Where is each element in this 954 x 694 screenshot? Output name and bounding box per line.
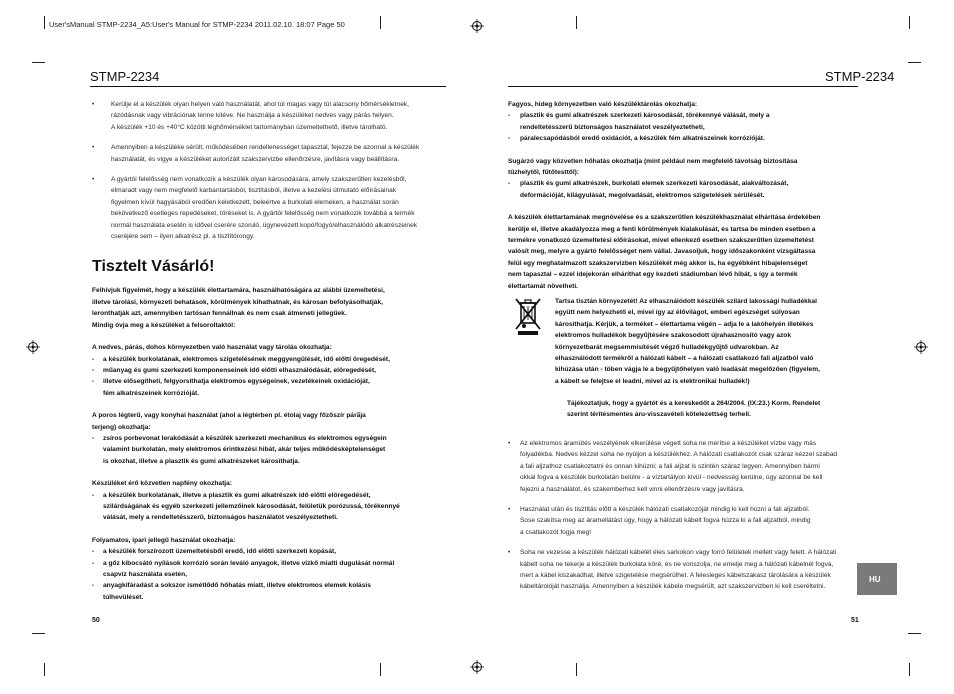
section-heat: Sugárzó vagy közvetlen hőhatás okozhatja (mint például nem megfelelő távolság biztosítása tűzhelytől, fűtőtesttől): - plasztik és gumi alkatrészek, burkolati elemek szerkezeti károsodását, alakváltozását, deformációját, kilágyulását, megolvadását, elektromos szigetelések sérülését. xyxy=(508,157,798,199)
registration-mark-icon xyxy=(26,340,40,354)
bullet-item: • Az elektromos áramütés veszélyének elkerülése végett soha ne merítse a készüléket vízbe vagy más folyadékba. Nedves kézzel soha ne nyúljon a készülékhez. A hálózati csatlakozót csak száraz kézzel szabad a fali aljzathoz csatlakoztatni és onnan kihúzni; a fali aljzat is szintén száraz legyen. Amennyiben bármi okkal fogva a készülék burkolatán belülre - a víztartályon kívül - nedvesség kerülne, úgy azonnal be kell fejezni a használatot, és szakemberhez kell vinni ellenőrzésre vagy javításra. xyxy=(508,440,838,493)
language-tab: HU xyxy=(857,563,897,595)
page-number-left: 50 xyxy=(92,617,100,624)
bullet-item: • Soha ne vezesse a készülék hálózati kábelét éles sarkokon vagy forró felületek mellett vagy felett. A hálózati kábelt soha ne tekerje a készülék burkolata köré, és ne vonszolja, ne emelje meg a hálózati kábelnél fogva, mert a kábel kiszakadhat, illetve szigetelése megsérülhet. A felesleges kábelszakasz tárolására a készülék kábeltárolóját használja. Amennyiben a készülék kábele megsérült, azt szakszervizben ki kell cseréltetni. xyxy=(508,549,837,591)
model-title-left: STMP-2234 xyxy=(90,69,160,84)
right-bullets xyxy=(508,438,858,602)
left-bullets xyxy=(92,99,452,242)
crossed-out-bin-icon xyxy=(513,296,543,336)
right-column-top xyxy=(508,99,858,303)
recycle-paragraph: Tartsa tisztán környezetét! Az elhasználódott készülék szilárd lakossági hulladékkal együtt nem helyezhető el, mivel így az élővilágot, emberi egészséget súlyosan károsíthatja. Kérjük, a terméket – élettartama végén – adja le a lakóhelyén illetékes elektromos hulladékok begyűjtésére szakosodott újrahasznosító vagy azok környezetbarát megsemmisítését végző hulladékgyűjtő udvarokban. Az elhasználódott termékről a hálózati kábelt – a hálózati csatlakozó fali aljzatból való kihúzása után - töben vágja le a begyűjtőhelyen való leadását megelőzően (figyelem, a kábelt se felejtse el leadni, mivel az is elektronikai hulladék!) xyxy=(555,298,820,385)
section-humidity: A nedves, párás, dohos környezetben való használat vagy tárolás okozhatja: - a készülék burkolatának, elektromos szigetelésének meggyengülését, idő előtti öregedését, - műanyag és gumi szerkezeti komponenseinek idő előtti elhasználódását, elöregedését, - illetve elősegítheti, felgyorsíthatja elektromos egységeinek, vezetékeinek oxidációját, fém alkatrészeinek korrózióját. xyxy=(92,344,390,397)
model-title-right: STMP-2234 xyxy=(825,69,895,84)
bullet-item: • Kerülje el a készülék olyan helyen való használatát, ahol túl magas vagy túl alacsony hőmérsékletnek, rázódásnak vagy vibrációnak lenne kitéve. Ne használja a készüléket nedves vagy párás helyen. A készülék +10 és +40°C közötti léghőmérséklet tartományban üzemeltethető, illetve tárolható. xyxy=(92,101,409,131)
page-number-right: 51 xyxy=(851,617,859,624)
bullet-item: • A gyártói felelősség nem vonatkozik a készülék olyan károsodására, amely szakszerűtlen kezelésből, elmaradt vagy nem megfelelő karbantartásból, tisztításból, illetve a kezelési útmutató előírásainak figyelmen kívül hagyásából eredően keletkezett, beleértve a burkolati elemeken, a használat során bekövetkező esetleges repedéseket, töréseket is. A gyártói felelősség nem vonatkozik továbbá a termék normál használata esetén is idővel cserére szoruló, ügynevezett kopó/fogyó/elhasználódó alkatrészeinek cseréjére sem – ilyen alkatrész pl. a tisztítórongy. xyxy=(92,176,418,241)
registration-mark-icon xyxy=(470,19,484,33)
section-frost: Fagyos, hideg környezetben való készüléktárolás okozhatja: - plasztik és gumi alkatrészek szerkezeti károsodását, törékennyé válását, mely a rendeltetésszerű biztonságos használatot veszélyeztetheti, - páralecsapódásból eredő oxidációt, a készülék fém alkatrészeinek korrózióját. xyxy=(508,101,770,143)
section-dust: A poros légterű, vagy konyhai használat (ahol a légtérben pl. étolaj vagy főzőszír pára̋ja terjeng) okozhatja: - zsíros porbevonat lerakódását a készülék szerkezeti mechanikus és elektromos egységein valamint burkolatán, mely elektromos érintkezési hibát, akár teljes működésképtelenséget is okozhat, illetve a plasztik és gumi alkatrészeket károsíthatja. xyxy=(92,412,387,465)
left-column xyxy=(92,99,452,614)
registration-mark-icon xyxy=(914,340,928,354)
intro-paragraph: Felhívjuk figyelmét, hogy a készülék élettartamára, használhatóságára az alábbi üzemeltetési, illetve tárolási, környezeti behatások, körülmények kihathatnak, és károsan befolyásolhatják, leronthatják azt, amennyiben tartósan fennállnak és nem csak átmeneti jellegűek. Mindig óvja meg a készüléket a felsoroltaktól: xyxy=(92,287,385,329)
section-sunlight: Készüléket érő közvetlen napfény okozhatja: - a készülék burkolatának, illetve a plasztik és gumi alkatrészek idő előtti elöregedését, szilárdságának és egyéb szerkezeti jellemzőinek károsodását, felületük porózussá, törékennyé válását, mely a rendeltetésszerű, biztonságos használatot veszélyeztetheti. xyxy=(92,480,400,522)
lifetime-paragraph: A készülék élettartamának megnövelése és a szakszerűtlen készülékhasználat elhárítása érdekében kerülje el, illetve akadályozza meg a fenti körülmények kialakulását, és tartsa be minden esetben a termékre vonatkozó üzemeltetési előírásokat, mivel ellenkező esetben szakszerűtlen üzemeltetést valósít meg, melyre a gyártó felelősséget nem vállal. Javasoljuk, hogy időszakonként vizsgáltassa felül egy meghatalmazott szakszervizben készülékét még akkor is, ha egyébként hibajelenséget nem tapasztal – ezzel idejekorán elháríthat egy kezdeti stádiumban lévő hibát, s így a termék élettartamát növelheti. xyxy=(508,214,821,290)
bullet-item: • Amennyiben a készüléke sérült, működésében rendellenességet tapasztal, fejezze be azonnal a készülék használatát, és vigye a készüléket autorizált szakszervizbe ellenőrzésre, javításra vagy beállításra. xyxy=(92,144,420,163)
header-rule-left xyxy=(90,86,446,87)
print-slug: User'sManual STMP-2234_A5:User's Manual for STMP-2234 2011.02.10. 18:07 Page 50 xyxy=(49,20,345,29)
page-heading: Tisztelt Vásárló! xyxy=(92,258,215,276)
section-industrial-use: Folyamatos, ipari jellegű használat okozhatja: - a készülék forszírozott üzemeltetésből eredő, idő előtti szerkezeti kopását, - a gőz kibocsátó nyílások korrózió során leváló anyagok, illetve vízkő miatti dugulását normál csapvíz használata esetén, - anyagkifáradást a sokszor ismétlődő hőhatás miatt, illetve elektromos elemek kolásis túlhevülését. xyxy=(92,536,395,601)
header-rule-right xyxy=(508,86,858,87)
registration-mark-icon xyxy=(470,660,484,674)
regulation-paragraph: Tájékoztatjuk, hogy a gyártót és a kereskedőt a 264/2004. (IX:23.) Korm. Rendelet szerint térítésmentes áru-visszavételi kötelezettség terheli. xyxy=(567,400,821,419)
bullet-item: • Használat után és tisztítás előtt a készülék hálózati csatlakozóját mindig ki kell húzni a fali aljzatból. Sose szakítsa meg az áramellátást úgy, hogy a hálózati kábelt fogva húzza ki a fali aljzatból, mindig a csatlakozót fogja meg! xyxy=(508,506,811,536)
